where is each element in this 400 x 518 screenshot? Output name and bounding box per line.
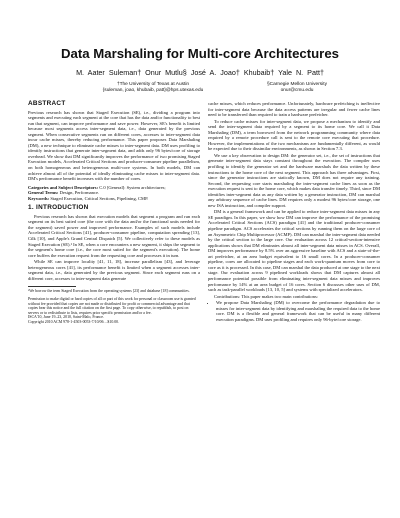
copyright-line: Copyright 2010 ACM 978-1-4503-0053-7/10/06 ...$10.00. xyxy=(28,320,120,325)
right-column xyxy=(208,101,380,322)
footnote-divider xyxy=(28,286,76,287)
general-terms-label: General Terms: xyxy=(28,190,59,196)
affiliation-name: †The University of Texas at Austin xyxy=(116,82,190,87)
footnote: ¹We borrow the term Staged Execution from the operating systems [23] and database [18] communities. xyxy=(28,289,190,294)
affiliation-emails: {suleman, joao, khubaib, patt}@hps.utexas.edu xyxy=(102,88,204,93)
affiliation-ut xyxy=(78,82,228,94)
copyright-permission: Permission to make digital or hard copies of all or part of this work for personal or classroom use is granted without fee provided that copies are not made or distributed for profit or commercial advantage and that copies bear this notice and the full citation on the first page. To copy otherwise, to republish, to post on servers or to redistribute to lists, requires prior specific permission and/or a fee. xyxy=(28,297,196,315)
abstract-text: Previous research has shown that Staged Execution (SE), i.e., dividing a program into segments and executing each segment at the core that has the data and/or functionality to best run that segment, can improve performance and save power. However, SE's benefit is limited because most segments access inter-segment data, i.e., data generated by the previous segment. When consecutive segments run on different cores, accesses to inter-segment data incur cache misses, thereby reducing performance. This paper proposes Data Marshaling (DM), a new technique to eliminate cache misses to inter-segment data. DM uses profiling to identify instructions that generate inter-segment data, and adds only 96 bytes/core of storage overhead. We show that DM significantly improves the performance of two promising Staged Execution models, Accelerated Critical Sections and producer-consumer pipeline parallelism, on both homogeneous and heterogeneous multi-core systems. In both models, DM can achieve almost all of the potential of ideally eliminating cache misses to inter-segment data. DM's performance benefit increases with the number of cores. xyxy=(28,109,200,182)
abstract-heading: ABSTRACT xyxy=(28,100,66,107)
body-paragraph: We use a key observation to design DM: the generator set, i.e., the set of instructions that generate inter-segment data stays constant throughout the execution. The compiler uses profiling to identify the generator set and the hardware marshals the data written by these instructions to the home core of the next segment. This approach has three advantages. First, since the generator instructions are statically known, DM does not require any training. Second, the requesting core starts marshaling the inter-segment cache lines as soon as the execution request is sent to the home core, which makes data transfer timely. Third, since DM identifies inter-segment data as any data written by a generator instruction, DM can marshal any arbitrary sequence of cache lines. DM requires only a modest 96 bytes/core storage, one new ISA instruction, and compiler support. xyxy=(208,152,380,208)
categories xyxy=(28,185,200,202)
list-item: • We propose Data Marshaling (DM) to overcome the performance degradation due to misses for inter-segment data by identifying and marshaling the required data to the home core. DM is a flexible and general framework that can be useful in many different execution paradigms. DM uses profiling and requires only 96-byte/core storage. xyxy=(216,300,380,322)
author-list: M. Aater Suleman† Onur Mutlu§ José A. Joao† Khubaib† Yale N. Patt† xyxy=(76,68,324,77)
paper-title: Data Marshaling for Multi-core Architectures xyxy=(61,46,339,61)
affiliation-name: §Carnegie Mellon University xyxy=(267,82,327,87)
intro-paragraph: Previous research has shown that execution models that segment a program and run each segment on its best suited core (the core with the data and/or the functional units needed for the segment) saved power and improved performance. Examples of such models include Accelerated Critical Sections [41], producer-consumer pipeline, computation spreading [13], Cilk [10], and Apple's Grand Central Dispatch [5]. We collectively refer to these models as Staged Execution (SE).¹ In SE, when a core encounters a new segment, it ships the segment to the segment's home core (i.e., the core most suited for the segment's execution). The home core buffers the execution request from the requesting core and processes it in turn. xyxy=(28,213,200,258)
affiliation-emails: onur@cmu.edu xyxy=(280,88,314,93)
intro-paragraph: While SE can improve locality [41, 11, 18], increase parallelism [43], and leverage heterogeneous cores [41], its performance benefit is limited when a segment accesses inter-segment data, i.e., data generated by the previous segment. Since each segment runs on a different core, accesses to inter-segment data generate xyxy=(28,259,200,281)
body-paragraph: To reduce cache misses for inter-segment data, we propose a mechanism to identify and send the inter-segment data required by a segment to its home core. We call it Data Marshaling (DM), a term borrowed from the network programming community where data required by a remote procedure call is sent to the remote core executing that procedure. However, the implementations of the two mechanisms are fundamentally different, as would be expected due to their dissimilar environments, as shown in Section 7.3. xyxy=(208,118,380,152)
body-paragraph: cache misses, which reduces performance. Unfortunately, hardware prefetching is ineffective for inter-segment data because the data access patterns are irregular and fewer cache lines need to be transferred than required to train a hardware prefetcher. xyxy=(208,101,380,118)
general-terms-text: Design, Performance. xyxy=(59,190,100,196)
keywords-text: Staged Execution, Critical Sections, Pipelining, CMP. xyxy=(50,195,149,201)
categories-label: Categories and Subject Descriptors: xyxy=(28,184,99,190)
left-column xyxy=(28,101,200,325)
contributions-list xyxy=(208,300,380,322)
body-paragraph: DM is a general framework and can be applied to reduce inter-segment data misses in any SE paradigm. In this paper, we show how DM can improve the performance of the promising Accelerated Critical Sections (ACS) paradigm [41] and the traditional producer-consumer pipeline paradigm. ACS accelerates the critical sections by running them on the large core of an Asymmetric Chip Multiprocessor (ACMP). DM can marshal the inter-segment data needed by the critical section to the large core. Our evaluation across 12 critical-section-intensive applications shows that DM eliminates almost all inter-segment data misses in ACS. Overall, DM improves performance by 8.5% over an aggressive baseline with ACS and a state-of-the-art prefetcher, at an area budget equivalent to 16 small cores. In a producer-consumer pipeline, cores are allocated to pipeline stages and each work-quantum moves from core to core as it is processed. In this case, DM can marshal the data produced at one stage to the next stage. Our evaluation across 9 pipelined workloads shows that DM captures almost all performance potential possible from eliminating inter-segment data misses and improves performance by 14% at an area budget of 16 cores. Section 6 discusses other uses of DM, such as task-parallel workloads [13, 10, 5] and systems with specialized accelerators. xyxy=(208,209,380,293)
copyright-notice xyxy=(28,297,200,325)
categories-text: C.0 [General]: System architectures; xyxy=(99,184,166,190)
intro-heading: 1. INTRODUCTION xyxy=(28,204,89,212)
affiliation-cmu xyxy=(222,82,372,94)
contributions-intro: Contributions: This paper makes two main contributions: xyxy=(214,293,318,299)
conference-info: ISCA'10, June 19–23, 2010, Saint-Malo, France. xyxy=(28,315,104,320)
keywords-label: Keywords: xyxy=(28,195,50,201)
